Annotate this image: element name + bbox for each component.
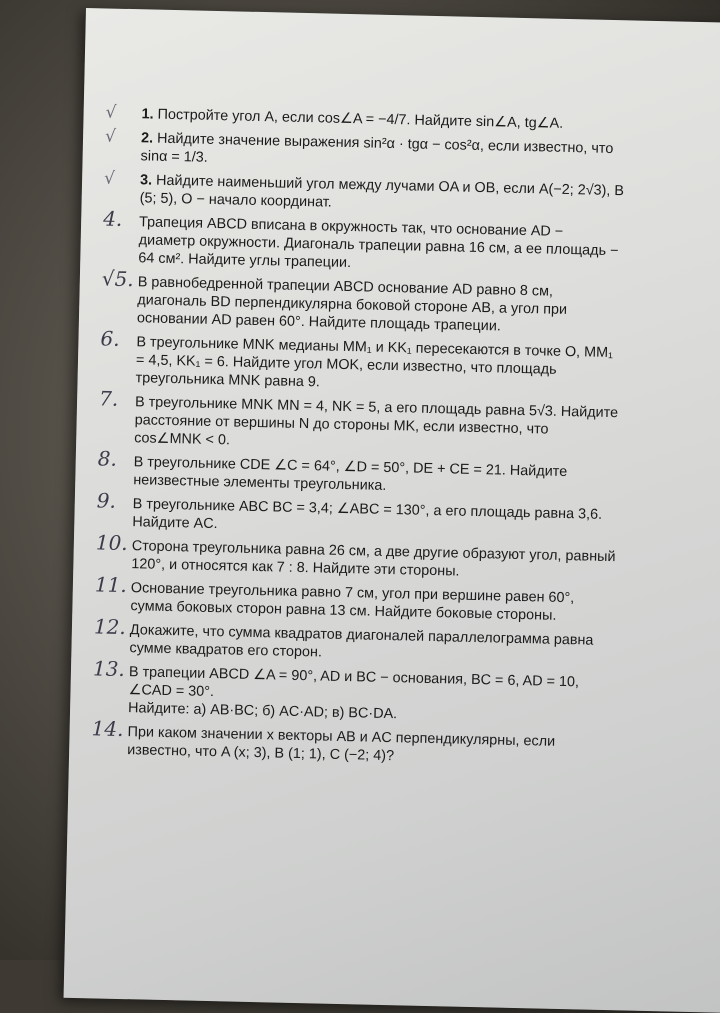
problem-12 [93,614,614,668]
problem-6 [99,326,620,398]
problem-14 [91,716,612,770]
handwritten-number: 10. [95,530,128,556]
problem-text: В треугольнике MNK медианы MM₁ и KK₁ пересекаются в точке O, MM₁ = 4,5, KK₁ = 6. Найдите угол MOK, если известно, что площадь треугольника MNK равна 9. [135,334,618,391]
problem-3 [103,168,629,218]
problem-text: Постройте угол A, если cos∠A = −4/7. Найдите sin∠A, tg∠A. [157,106,564,132]
handwritten-number: 8. [97,446,118,471]
problem-number: 1. [141,106,154,123]
problem-text: Найдите наименьший угол между лучами OA и OB, если A(−2; 2√3), B (5; 5), O − начало координат. [139,172,629,211]
handwritten-number: 13. [92,656,126,682]
problem-text: Докажите, что сумма квадратов диагоналей параллелограмма равна сумме квадратов его сторон. [129,622,598,661]
handwritten-number: √5. [101,266,134,292]
problem-text: Найдите значение выражения sin²α · tgα − cos²α, если известно, что sinα = 1/3. [140,130,618,166]
handwritten-number: 6. [100,326,120,351]
problem-list [91,102,629,776]
handwritten-number: 14. [91,716,124,742]
problem-number: 2. [140,130,154,147]
problem-7 [98,386,623,458]
problem-4 [102,206,623,278]
problem-text: Трапеция ABCD вписана в окружность так, что основание AD − диаметр окружности. Диагональ трапеции равна 16 см, а ее площадь − 64 см². Найдите углы трапеции. [138,214,623,272]
problem-11 [94,572,615,626]
problem-text: В треугольнике CDE ∠C = 64°, ∠D = 50°, DE + CE = 21. Найдите неизвестные элементы треугольника. [133,454,572,494]
problem-13 [92,656,613,728]
problem-text: Сторона треугольника равна 26 см, а две другие образуют угол, равный 120°, и относятся как 7 : 8. Найдите эти стороны. [131,538,620,580]
problem-text: В треугольнике ABC BC = 3,4; ∠ABC = 130°, а его площадь равна 3,6. Найдите AC. [132,496,607,533]
problem-2 [104,128,625,176]
handwritten-number: 9. [96,488,117,513]
problem-number: 3. [139,172,153,189]
problem-text: При каком значении x векторы AB и AC перпендикулярны, если известно, что A (x; 3), B (1; 1), C (−2; 4)? [126,724,560,765]
handwritten-number: 4. [102,206,123,231]
check-mark: √ [105,102,117,123]
check-mark: √ [103,168,116,189]
handwritten-number: 11. [94,572,128,598]
problem-text: В треугольнике MNK MN = 4, NK = 5, а его площадь равна 5√3. Найдите расстояние от вершины N до стороны MK, если известно, что cos∠MNK < 0. [134,394,623,449]
problem-text: Основание треугольника равно 7 см, угол при вершине равен 60°, сумма боковых сторон равна 13 см. Найдите боковые стороны. [130,580,579,624]
handwritten-number: 7. [98,386,119,411]
handwritten-number: 12. [93,614,127,640]
problem-9 [96,488,617,542]
problem-10 [95,530,620,584]
problem-8 [97,446,618,500]
check-mark: √ [104,126,117,147]
paper-sheet [64,8,720,1013]
problem-text: В равнобедренной трапеции ABCD основание AD равно 8 см, диагональ BD перпендикулярна боковой стороне AB, а угол при основании AD равен 60°. Найдите площадь трапеции. [136,274,572,335]
problem-5 [101,266,622,338]
problem-text: В трапеции ABCD ∠A = 90°, AD и BC − основания, BC = 6, AD = 10, ∠CAD = 30°. Найдите: а) AB·BC; б) AC·AD; в) BC·DA. [127,664,584,723]
